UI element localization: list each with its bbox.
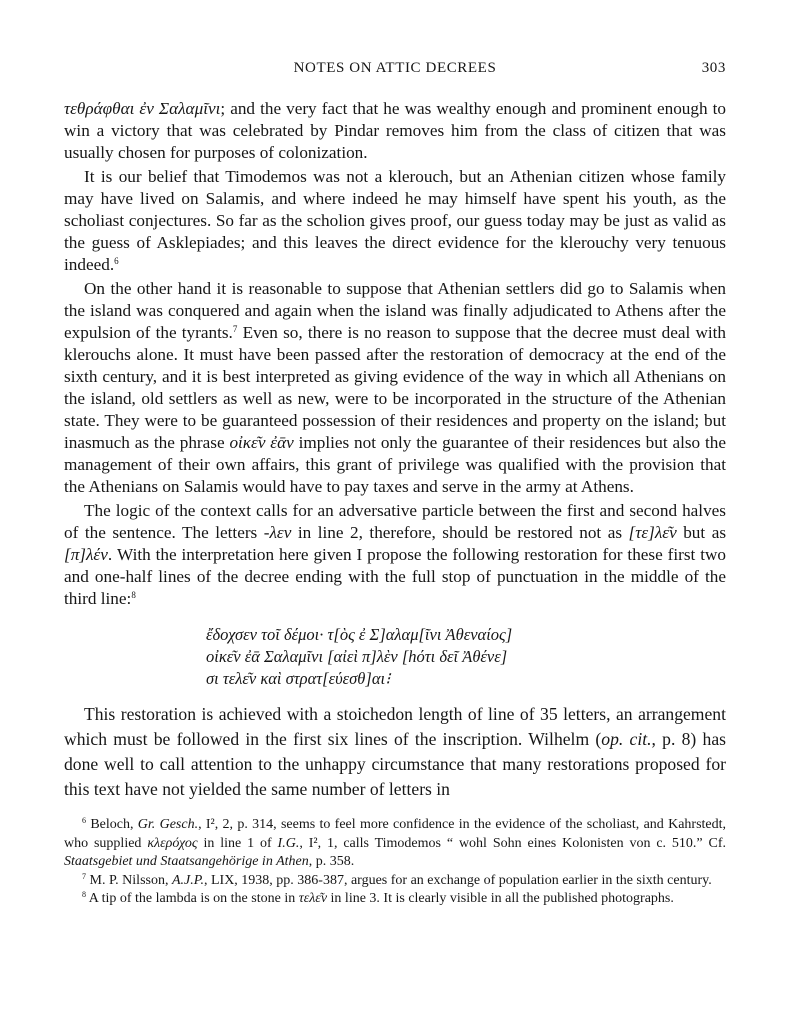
paragraph-5 — [64, 702, 726, 802]
paragraph-3 — [64, 278, 726, 498]
inscription-line-2: οἰκε͂ν ἐᾱ Σαλαμῖνι [αἰεὶ π]λὲν [hότι δεῖ Ἀθένε] — [206, 647, 508, 666]
body-text-continued — [64, 702, 726, 802]
greek-phrase: -λεν — [263, 523, 292, 542]
paragraph-text: It is our belief that Timodemos was not a klerouch, but an Athenian citizen whose family may have lived on Salamis, and where indeed he may himself have spent his youth, as the scholiast conjectures. So far as the scholion gives proof, our guess today may be just as valid as the guess of Asklepiades; and this leaves the direct evidence for the klerouchy very tenuous indeed. — [64, 167, 726, 274]
paragraph-1 — [64, 98, 726, 164]
greek-phrase: [τε]λε͂ν — [628, 523, 677, 542]
paragraph-text: This restoration is achieved with a stoichedon length of line of 35 letters, an arrangement which must be followed in the first six lines of the inscription. Wilhelm ( — [64, 704, 726, 749]
inscription-line-1: ἔδοχσεν τοῖ δέμοι· τ[ὸς ἐ Σ]αλαμ[ῖνι Ἀθεναίος] — [206, 625, 513, 644]
paragraph-text: ; and the very fact that he was wealthy enough and prominent enough to win a victory that was celebrated by Pindar removes him from the class of citizen that was usually chosen for purposes of colonization. — [64, 99, 727, 162]
inscription-line-3: σι τελε͂ν καὶ στρατ[εύεσθ]αι⁝ — [206, 669, 391, 688]
page-number: 303 — [701, 60, 726, 76]
footnotes — [64, 816, 726, 909]
paragraph-text: On the other hand it is reasonable to suppose that Athenian settlers did go to Salamis when the island was conquered and again when the island was finally adjudicated to Athens after the expulsion of the tyrants. — [64, 279, 726, 342]
paragraph-text: . With the interpretation here given I propose the following restoration for these first two and one-half lines of the decree ending with the full stop of punctuation in the middle of the third line: — [64, 545, 726, 608]
paragraph-text: The logic of the context calls for an adversative particle between the first and second halves of the sentence. The letters — [64, 501, 726, 542]
paragraph-2 — [64, 166, 726, 276]
cited-title: I.G. — [277, 835, 300, 851]
footnote-text: in line 1 of — [197, 835, 278, 851]
footnote-text: , LIX, 1938, pp. 386-387, argues for an exchange of population earlier in the sixth century. — [203, 872, 712, 888]
paragraph-text: implies not only the guarantee of their residences but also the management of their own affairs, this grant of privilege was qualified with the provision that the Athenians on Salamis would have to pay taxes and serve in the army at Athens. — [64, 433, 726, 496]
footnote-ref-7[interactable]: 7 — [232, 324, 238, 334]
footnote-text: A tip of the lambda is on the stone in — [88, 891, 299, 906]
greek-word: κλερόχος — [147, 835, 198, 851]
footnote-text: in line 3. It is clearly visible in all the published photographs. — [327, 891, 674, 906]
footnote-7 — [64, 872, 726, 891]
paragraph-text: Even so, there is no reason to suppose that the decree must deal with klerouchs alone. It must have been passed after the restoration of democracy at the end of the sixth century, and it is best interpreted as giving evidence of the way in which all Athenians on the island, old settlers as well as new, were to be incorporated in the structure of the Athenian state. They were to be guaranteed possession of their residences and property on the island; but inasmuch as the phrase — [64, 323, 726, 452]
footnote-marker: 7 — [82, 871, 86, 881]
document-page — [64, 0, 726, 909]
footnote-text: Beloch, — [90, 817, 138, 832]
inscription-block — [206, 624, 726, 690]
paragraph-4 — [64, 500, 726, 610]
cited-title: A.J.P. — [171, 872, 204, 888]
footnote-ref-8[interactable]: 8 — [131, 590, 136, 600]
greek-phrase: τεθράφθαι ἐν Σαλαμῖνι — [64, 99, 221, 118]
body-text — [64, 98, 726, 610]
footnote-text: M. P. Nilsson, — [89, 872, 172, 888]
footnote-marker: 8 — [82, 890, 86, 899]
footnote-ref-6[interactable]: 6 — [114, 256, 119, 266]
footnote-8 — [64, 890, 726, 909]
paragraph-text: in line 2, therefore, should be restored not as — [291, 523, 629, 542]
footnote-text: , p. 358. — [308, 854, 355, 869]
greek-phrase: [π]λέν — [64, 545, 108, 564]
cited-title: Gr. Gesch. — [137, 817, 199, 832]
cited-title: Staatsgebiet und Staatsangehörige in Athen — [64, 854, 309, 869]
citation-ref: op. cit. — [601, 729, 652, 749]
footnote-marker: 6 — [82, 816, 86, 825]
footnote-6 — [64, 816, 726, 872]
footnote-text: , I², 2, p. 314, seems to feel more confidence in the evidence of the scholiast, and Kahrstedt, who supplied — [64, 817, 727, 851]
paragraph-text: but as — [676, 523, 727, 542]
running-title: NOTES ON ATTIC DECREES — [293, 60, 497, 76]
running-header — [64, 60, 726, 84]
paragraph-text: , p. 8) has done well to call attention to the unhappy circumstance that many restorations proposed for this text have not yielded the same number of letters in — [64, 729, 727, 799]
greek-word: τελε͂ν — [298, 891, 328, 906]
greek-phrase: οἰκε͂ν ἐᾱν — [229, 433, 294, 452]
footnote-text: , I², 1, calls Timodemos “ wohl Sohn eines Kolonisten von c. 510.” Cf. — [299, 835, 727, 851]
